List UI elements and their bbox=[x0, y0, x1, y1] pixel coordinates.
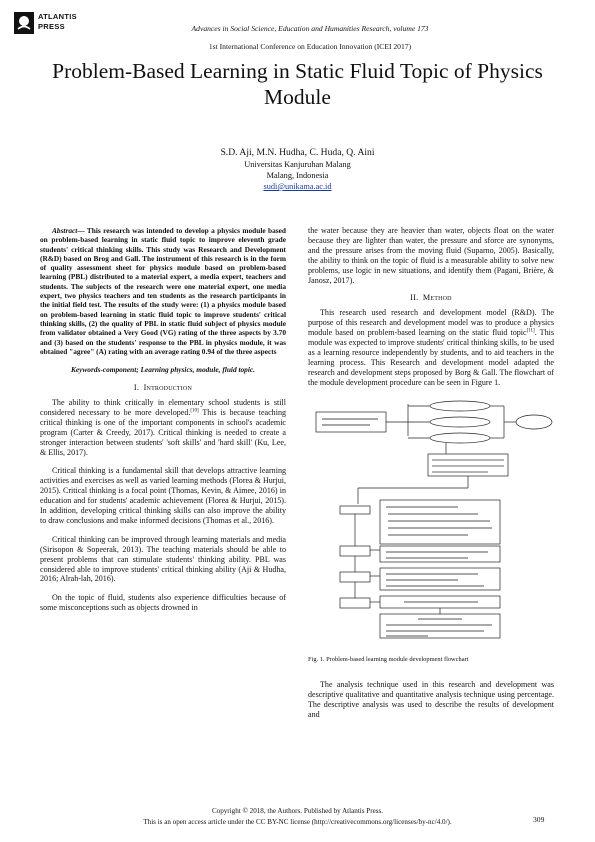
flowchart-node bbox=[516, 415, 552, 429]
right-column bbox=[308, 226, 554, 720]
abstract-label: Abstract bbox=[52, 226, 78, 235]
logo-line-1: ATLANTIS bbox=[38, 12, 77, 21]
keywords: Keywords-component; Learning physics, module, fluid topic. bbox=[70, 365, 255, 375]
author-email-link[interactable]: sudi@unikama.ac.id bbox=[263, 182, 332, 191]
citation: [11] bbox=[526, 328, 535, 334]
section-heading-method bbox=[308, 293, 554, 303]
flowchart-box bbox=[380, 614, 500, 638]
flowchart-box bbox=[316, 412, 386, 432]
paragraph-text: This research used research and development model (R&D). The purpose of this research and development model was to produce a physics module based on problem-based learning on the static fluid topic bbox=[308, 308, 554, 338]
section-number: I. bbox=[133, 383, 140, 393]
paragraph-text: . This module was expected to improve students' critical thinking skills, to be used as a learning resource independently by students, and to aid teachers in the learning process. This Research and development model adapted the research and development steps proposed by Borg & Gall. The flowchart of the module development procedure can be seen in Figure 1. bbox=[308, 328, 554, 387]
atlantis-logo-icon bbox=[14, 12, 34, 34]
section-title: Method bbox=[422, 293, 452, 303]
method-paragraph-1 bbox=[308, 308, 554, 387]
license-line: This is an open access article under the CC BY-NC license (http://creativecommons.org/licenses/by-nc/4.0/). bbox=[143, 818, 452, 826]
series-header: Advances in Social Science, Education and Humanities Research, volume 173 bbox=[191, 24, 429, 33]
flowchart-box bbox=[418, 400, 438, 408]
method-paragraph-2: The analysis technique used in this research and development was descriptive qualitative and quantitative analysis technique using percentage. The descriptive analysis was used to describe the results of development and bbox=[308, 680, 554, 720]
intro-paragraph-2: Critical thinking is a fundamental skill that develops attractive learning activities and exercises as well as varied learning methods (Florea & Hurjui, 2015). Critical thinking is a focal point (Thomas, Kevin, & Aimee, 2016) in education and for students' academic achievement (Florea & Hurjui, 2015). In addition, developing critical thinking skills can also improve the ability to draw conclusions and make informed decisions (Thomas et al., 2016). bbox=[40, 466, 286, 525]
atlantis-press-logo bbox=[14, 12, 77, 34]
intro-paragraph-3: Critical thinking can be improved through learning materials and media (Sirisopon & Sopeerak, 2013). The teaching materials should be able to present problems that can stimulate students' thinking ability. PBL was considered able to improve students' critical thinking ability (Aji & Hudha, 2016; Alrah-lah, 2016). bbox=[40, 534, 286, 584]
flowchart-box bbox=[340, 546, 370, 556]
citation: [10] bbox=[190, 408, 199, 414]
figure-caption: Fig. 1. Problem-based learning module development flowchart bbox=[308, 655, 469, 663]
flowchart-box bbox=[340, 572, 370, 582]
flowchart-box bbox=[340, 598, 370, 608]
flowchart-box bbox=[340, 506, 370, 514]
abstract bbox=[40, 226, 286, 356]
abstract-text: — This research was intended to develop a physics module based on problem-based learning in static fluid topic to improve eleventh grade students' critical thinking skills. This study was Research and Development (R&D) based on Brog and Gall. The instrument of this research is in the form of quality assessment sheet for physics module based on problem-based learning (PBL) distributed to a material expert, a media expert, teachers and students. The subjects of the research were one material expert, one media expert, two physics teachers and ten students as the research participants in the initial field test. The results of the study were: (1) a physics module based on problem-based learning in static fluid topic to improve students' critical thinking skills, (2) the quality of PBL in static fluid subject of physics module from validator obtained a Very Good (VG) rating of the three aspects by 3.70 and (3) based on the students' response to the PBL in physics module, it was obtained "agree" (A) rating with an average rating 0.94 of the three aspects bbox=[40, 226, 286, 356]
flowchart-box bbox=[380, 568, 500, 590]
intro-paragraph-4: On the topic of fluid, students also experience difficulties because of some misconceptions such as objects drowned in bbox=[40, 593, 286, 613]
flowchart-box bbox=[380, 546, 500, 562]
development-flowchart-figure bbox=[308, 400, 554, 650]
intro-paragraph-1 bbox=[40, 398, 286, 457]
copyright-line: Copyright © 2018, the Authors. Published by Atlantis Press. bbox=[211, 807, 384, 815]
section-heading-introduction bbox=[40, 383, 286, 393]
section-title: Introduction bbox=[143, 383, 193, 393]
authors: S.D. Aji, M.N. Hudha, C. Huda, Q. Aini bbox=[220, 147, 375, 158]
intro-continuation: the water because they are heavier than water, objects float on the water because they are lighter than water, the pressure and sforce are synonyms, and the pressure arises from the moving fluid (Suparno, 2005). Basically, the ability to think on the topic of fluid is a measurable ability to solve new problems, use logic in new situations, and identify them (Pagani, Brière, & Janosz, 2017). bbox=[308, 226, 554, 285]
section-number: II. bbox=[410, 293, 419, 303]
affiliation-university: Universitas Kanjuruhan Malang bbox=[244, 160, 351, 169]
flowchart-node bbox=[430, 417, 490, 427]
paragraph-text: The ability to think critically in elementary school students is still considered necessary to be more developed. bbox=[40, 397, 286, 417]
logo-line-2: PRESS bbox=[38, 22, 65, 31]
conference-header: 1st International Conference on Education Innovation (ICEI 2017) bbox=[208, 42, 412, 51]
affiliation-location: Malang, Indonesia bbox=[266, 171, 329, 180]
paper-title: Problem-Based Learning in Static Fluid Topic of Physics Module bbox=[52, 59, 543, 109]
paragraph-text: This is because teaching critical thinking is one of the important components in school's academic program (Carter & Creedy, 2017). Critical thinking is needed to create a stronger interaction between students' 'soft skills' and 'hard skill' (Ku, Lee, & Ellis, 2017). bbox=[40, 407, 286, 457]
flowchart-node bbox=[430, 433, 490, 443]
flowchart-box bbox=[428, 454, 508, 476]
left-column bbox=[40, 226, 286, 613]
page-number: 309 bbox=[533, 815, 545, 824]
flowchart-node bbox=[430, 401, 490, 411]
